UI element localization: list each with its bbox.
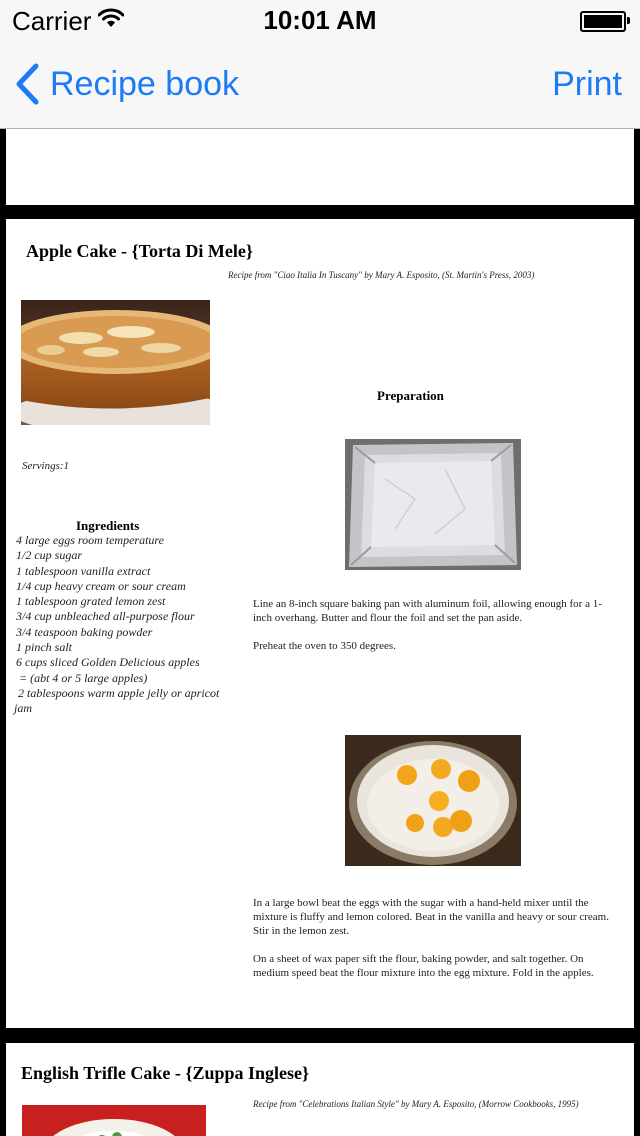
ingredient-item: jam	[14, 701, 32, 716]
ingredient-item: 1/4 cup heavy cream or sour cream	[16, 578, 186, 593]
ingredients-list	[16, 533, 226, 717]
ingredient-item: 1 tablespoon grated lemon zest	[16, 594, 166, 609]
recipe-credit: Recipe from "Celebrations Italian Style" by Mary A. Esposito, (Morrow Cookbooks, 1995)	[253, 1099, 579, 1109]
preparation-step: In a large bowl beat the eggs with the sugar with a hand-held mixer until the mixture is fluffy and lemon colored. Beat in the vanilla and heavy or sour cream. Stir in the lemon zest.	[253, 897, 609, 937]
preview-page-recipe	[6, 1043, 634, 1136]
preparation-step: Line an 8-inch square baking pan with aluminum foil, allowing enough for a 1-inch overhang. Butter and flour the foil and set the pan aside.	[253, 598, 602, 624]
carrier-label: Carrier	[12, 6, 92, 36]
preview-page-recipe	[6, 219, 634, 1028]
foil-pan-photo	[345, 439, 521, 570]
servings-label: Servings:1	[22, 460, 70, 472]
preview-page	[6, 129, 634, 205]
print-button[interactable]: Print	[552, 65, 622, 103]
preparation-heading: Preparation	[377, 388, 444, 403]
back-button[interactable]	[14, 62, 239, 106]
ingredient-item: 2 tablespoons warm apple jelly or apricot	[18, 685, 220, 700]
ingredient-item: 1/2 cup sugar	[16, 548, 82, 563]
trifle-photo	[22, 1105, 206, 1136]
ingredient-item: 3/4 cup unbleached all-purpose flour	[16, 609, 195, 624]
ingredient-item: 3/4 teaspoon baking powder	[16, 624, 153, 639]
recipe-credit: Recipe from "Ciao Italia In Tuscany" by Mary A. Esposito, (St. Martin's Press, 2003)	[228, 270, 535, 280]
clock: 10:01 AM	[263, 5, 377, 35]
recipe-title: Apple Cake - {Torta Di Mele}	[26, 241, 253, 261]
eggs-flour-photo	[345, 735, 521, 866]
status-bar	[0, 0, 640, 40]
ingredient-item: = (abt 4 or 5 large apples)	[16, 670, 148, 685]
recipe-title: English Trifle Cake - {Zuppa Inglese}	[21, 1063, 310, 1083]
ingredient-item: 1 pinch salt	[16, 640, 72, 655]
ingredient-item: 1 tablespoon vanilla extract	[16, 563, 151, 578]
chevron-left-icon	[14, 63, 50, 105]
ingredient-item: 4 large eggs room temperature	[16, 533, 164, 547]
preparation-steps-1	[253, 597, 613, 667]
navigation-bar	[0, 40, 640, 129]
ingredients-heading: Ingredients	[76, 518, 140, 533]
preparation-step: Preheat the oven to 350 degrees.	[253, 640, 396, 652]
print-preview-scroll[interactable]	[0, 129, 640, 1136]
preparation-step: On a sheet of wax paper sift the flour, baking powder, and salt together. On medium speed beat the flour mixture into the egg mixture. Fold in the apples.	[253, 953, 594, 979]
back-button-label: Recipe book	[50, 64, 240, 103]
cake-photo	[21, 300, 210, 425]
ingredient-item: 6 cups sliced Golden Delicious apples	[16, 655, 200, 670]
battery-icon	[580, 11, 626, 32]
preparation-steps-2	[253, 896, 613, 994]
